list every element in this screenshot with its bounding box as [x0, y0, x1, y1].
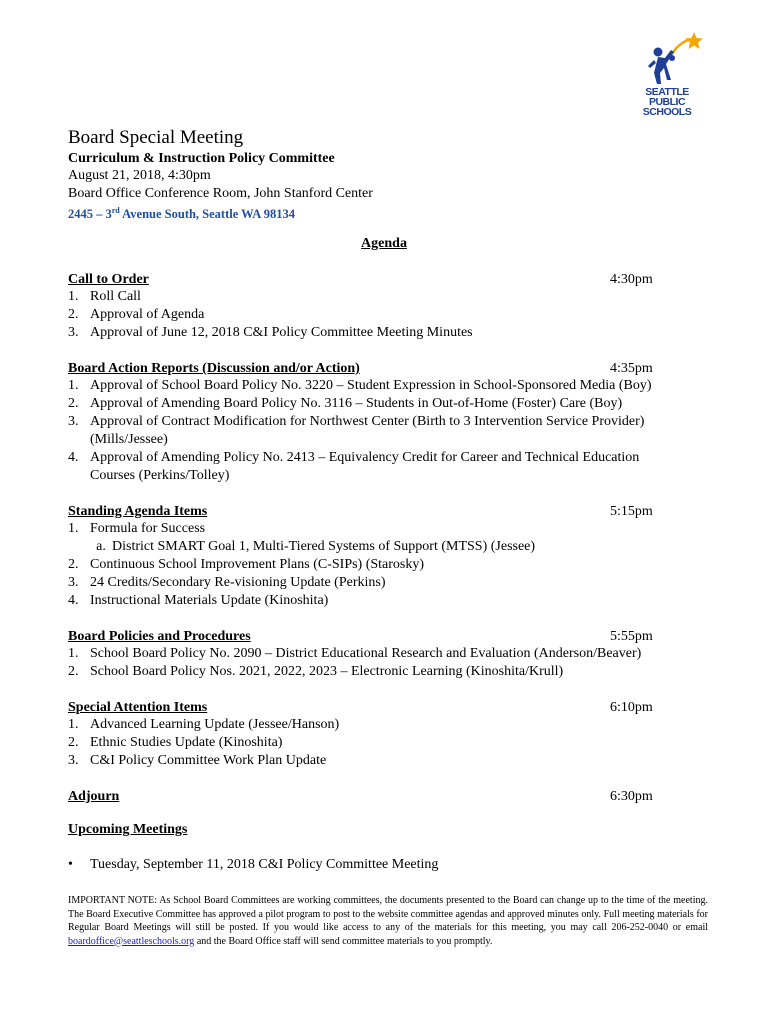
list-subitem: [90, 538, 535, 556]
item-number: a.: [96, 539, 106, 554]
item-text: Continuous School Improvement Plans (C-SIPs) (Starosky): [90, 557, 425, 572]
item-text: Approval of School Board Policy No. 3220 – Student Expression in School-Sponsored Media (Boy): [90, 378, 652, 393]
list-item: [68, 288, 141, 306]
item-text: Approval of Agenda: [90, 307, 205, 322]
list-item: [68, 752, 326, 770]
item-text: Formula for Success: [90, 521, 206, 536]
list-item: [68, 306, 204, 324]
item-text: Approval of Amending Board Policy No. 3116 – Students in Out-of-Home (Foster) Care (Boy): [90, 396, 623, 411]
list-item: [68, 413, 644, 431]
important-note: [68, 894, 708, 948]
item-text: 24 Credits/Secondary Re-visioning Update (Perkins): [90, 575, 386, 590]
section-time: 6:10pm: [610, 700, 653, 715]
list-item: [68, 395, 622, 413]
item-text: C&I Policy Committee Work Plan Update: [90, 753, 327, 768]
page-title: Board Special Meeting: [68, 127, 244, 148]
list-item: [68, 663, 563, 681]
item-number: 1.: [68, 646, 79, 661]
section-time: 5:55pm: [610, 629, 653, 644]
item-number: 1.: [68, 521, 79, 536]
section-time: 5:15pm: [610, 504, 653, 519]
section-heading-adjourn: Adjourn: [68, 789, 120, 804]
item-text: Tuesday, September 11, 2018 C&I Policy Committee Meeting: [90, 857, 439, 872]
section-heading-standing-items: Standing Agenda Items: [68, 504, 208, 519]
item-text: Advanced Learning Update (Jessee/Hanson): [90, 717, 340, 732]
list-item: [68, 856, 438, 873]
logo-wordmark: [636, 87, 698, 117]
section-heading-policies: Board Policies and Procedures: [68, 629, 251, 644]
item-number: 2.: [68, 307, 79, 322]
list-item: [68, 324, 473, 342]
committee-name: Curriculum & Instruction Policy Committee: [68, 151, 335, 166]
section-time: 4:30pm: [610, 272, 653, 287]
item-number: 3.: [68, 414, 79, 429]
item-number: 4.: [68, 593, 79, 608]
section-heading-upcoming: Upcoming Meetings: [68, 822, 188, 837]
item-text: Approval of Amending Policy No. 2413 – Equivalency Credit for Career and Technical Education: [90, 450, 640, 465]
meeting-address: [68, 203, 295, 222]
list-item-continuation: (Mills/Jessee): [90, 432, 168, 447]
address-part: 2445 – 3: [68, 207, 112, 222]
list-item: [68, 556, 424, 574]
item-text: District SMART Goal 1, Multi-Tiered Systems of Support (MTSS) (Jessee): [112, 539, 536, 554]
item-text: Approval of Contract Modification for Northwest Center (Birth to 3 Intervention Service Provider): [90, 414, 645, 429]
list-item-continuation: Courses (Perkins/Tolley): [90, 468, 230, 483]
item-number: 1.: [68, 378, 79, 393]
meeting-datetime: August 21, 2018, 4:30pm: [68, 168, 211, 183]
item-text: Instructional Materials Update (Kinoshita): [90, 593, 329, 608]
list-item: [68, 449, 639, 467]
list-item: [68, 592, 328, 610]
logo-line-3: SCHOOLS: [642, 106, 692, 118]
section-heading-board-action: Board Action Reports (Discussion and/or Action): [68, 361, 360, 376]
list-item: [68, 574, 386, 592]
agenda-heading: Agenda: [361, 236, 407, 251]
section-heading-call-to-order: Call to Order: [68, 272, 149, 287]
item-text: School Board Policy Nos. 2021, 2022, 2023 – Electronic Learning (Kinoshita/Krull): [90, 664, 564, 679]
item-number: 3.: [68, 325, 79, 340]
list-item: [68, 716, 339, 734]
note-text: IMPORTANT NOTE: As School Board Committees are working committees, the documents presented to the Board can change up to the time of the meeting. The Board Executive Committee has approved a pilot program to post to the website committee agendas and approved minutes only. Full meeting materials for Regular Board Meetings will still be posted. If you would like access to any of the materials for this meeting, you may call 206-252-0040 or email: [68, 895, 708, 933]
item-number: 2.: [68, 664, 79, 679]
section-time: 4:35pm: [610, 361, 653, 376]
item-number: 4.: [68, 450, 79, 465]
list-item: [68, 377, 652, 395]
item-number: 2.: [68, 735, 79, 750]
item-text: Roll Call: [90, 289, 141, 304]
item-number: 1.: [68, 289, 79, 304]
board-office-email-link[interactable]: boardoffice@seattleschools.org: [68, 935, 195, 947]
address-superscript: rd: [111, 206, 120, 215]
section-heading-special-attention: Special Attention Items: [68, 700, 208, 715]
logo-line-2: PUBLIC: [648, 96, 686, 108]
list-item: [68, 520, 205, 538]
child-reaching-star-icon: [644, 28, 706, 86]
list-item: [68, 645, 641, 663]
item-number: 3.: [68, 753, 79, 768]
bullet: •: [68, 857, 73, 872]
section-time: 6:30pm: [610, 789, 653, 804]
address-part: Avenue South, Seattle WA 98134: [119, 207, 296, 222]
meeting-location: Board Office Conference Room, John Stanford Center: [68, 186, 373, 201]
item-number: 3.: [68, 575, 79, 590]
item-text: Approval of June 12, 2018 C&I Policy Committee Meeting Minutes: [90, 325, 473, 340]
item-number: 2.: [68, 396, 79, 411]
item-number: 2.: [68, 557, 79, 572]
list-item: [68, 734, 282, 752]
logo-line-1: SEATTLE: [645, 86, 689, 98]
note-text: and the Board Office staff will send committee materials to you promptly.: [194, 935, 493, 947]
item-number: 1.: [68, 717, 79, 732]
item-text: School Board Policy No. 2090 – District Educational Research and Evaluation (Anderson/Beaver): [90, 646, 642, 661]
item-text: Ethnic Studies Update (Kinoshita): [90, 735, 283, 750]
seattle-public-schools-logo: [636, 28, 702, 128]
